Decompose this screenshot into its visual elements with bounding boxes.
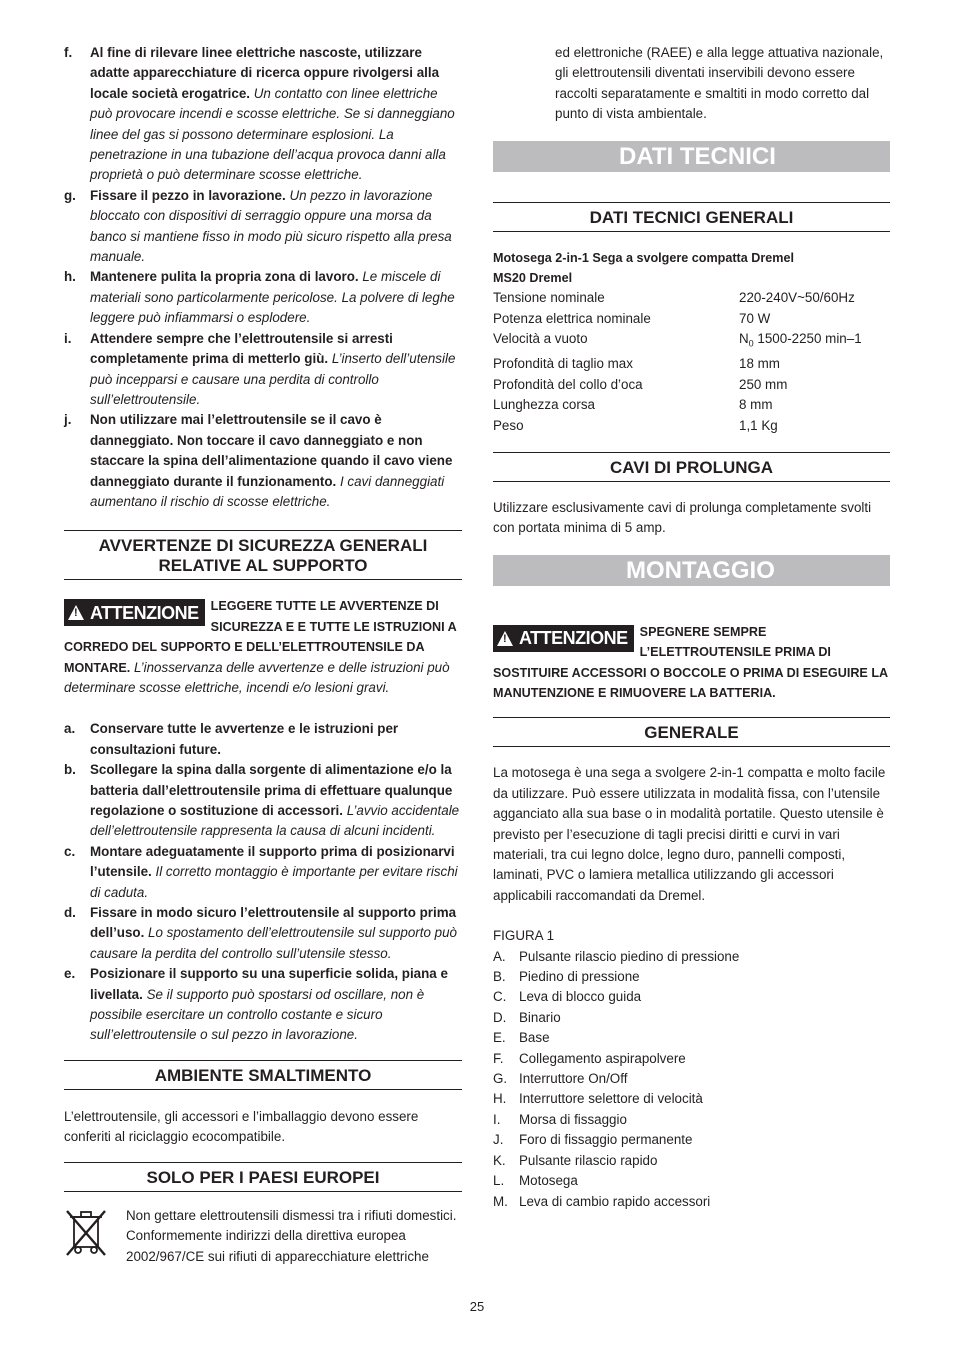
dati-generali-heading: DATI TECNICI GENERALI — [493, 202, 890, 232]
list-item: j. Non utilizzare mai l’elettroutensile se il cavo è danneggiato. Non toccare il cavo danneggiato e non staccare la spina dell’alimentazione quando il cavo viene danneggiato durante il funzionamento. I cavi danneggiati aumentano il rischio di scosse elettriche. — [64, 412, 453, 509]
list-item: i. Attendere sempre che l’elettroutensile si arresti completamente prima di metterlo giù. L’inserto dell’utensile può incepparsi e causare una perdita di controllo sull’elettroutensile. — [64, 330, 456, 407]
generale-text: La motosega è una sega a svolgere 2-in-1 compatta e molto facile da utilizzare. Può essere utilizzata in modalità fissa, con l’utensile agganciato alla sua base o in modalità portatile. Questo utensile è previsto per l’esecuzione di tagli precisi diritti e curvi in vari materiali, tra cui legno dolce, legno duro, pannelli composti, laminati, PVC o lamiera metallica utilizzando gli accessori applicabili raccomandati da Dremel. — [493, 765, 886, 903]
spec-row: Velocità a vuoto $N_0$ 1500-2250 min–1 — [493, 331, 862, 349]
spec-row: Profondità di taglio max 18 mm — [493, 356, 780, 372]
warning-badge: ! ATTENZIONE — [64, 599, 205, 626]
list-item: g. Fissare il pezzo in lavorazione. Un pezzo in lavorazione bloccato con dispositivi di serraggio oppure una morsa da banco si mantiene fisso in modo più sicuro rispetto alla presa manuale. — [64, 187, 452, 265]
support-list — [64, 719, 462, 1046]
spec-table — [493, 288, 890, 436]
spec-row: Tensione nominale 220-240V~50/60Hz — [493, 290, 855, 306]
list-item: J. Foro di fissaggio permanente — [493, 1132, 693, 1148]
support-safety-heading: AVVERTENZE DI SICUREZZA GENERALI RELATIVE AL SUPPORTO — [64, 530, 462, 580]
eu-heading: SOLO PER I PAESI EUROPEI — [64, 1162, 462, 1192]
page-number: 25 — [469, 1299, 485, 1314]
list-item: a. Conservare tutte le avvertenze e le istruzioni per consultazioni future. — [64, 721, 399, 757]
list-item: D. Binario — [493, 1009, 561, 1025]
cavi-text: Utilizzare esclusivamente cavi di prolunga completamente svolti con portata minima di 5 amp. — [493, 499, 872, 536]
eu-text: Non gettare elettroutensili dismessi tra i rifiuti domestici. Conformemente indirizzi della direttiva europea 2002/967/CE sui rifiuti di apparecchiature elettriche — [126, 1207, 457, 1264]
spec-row: Potenza elettrica nominale 70 W — [493, 310, 771, 326]
list-item: H. Interruttore selettore di velocità — [493, 1091, 703, 1107]
montaggio-banner: MONTAGGIO — [493, 555, 890, 586]
product-name: Motosega 2-in-1 Sega a svolgere compatta Dremel MS20 Dremel — [493, 250, 794, 286]
warning-badge: ! ATTENZIONE — [493, 625, 634, 652]
spec-row: Peso 1,1 Kg — [493, 417, 778, 433]
dati-tecnici-banner: DATI TECNICI — [493, 141, 890, 172]
list-item: c. Montare adeguatamente il supporto prima di posizionarvi l’utensile. Il corretto montaggio è importante per evitare rischi di caduta. — [64, 843, 458, 900]
safety-list — [64, 43, 462, 512]
list-item: h. Mantenere pulita la propria zona di lavoro. Le miscele di materiali sono particolarmente pericolose. La polvere di leghe leggere può infiammarsi o esplodere. — [64, 269, 455, 326]
cavi-heading: CAVI DI PROLUNGA — [493, 452, 890, 482]
warning-triangle-icon — [497, 631, 513, 646]
spec-row: Profondità del collo d’oca 250 mm — [493, 376, 788, 392]
list-item: B. Piedino di pressione — [493, 969, 640, 985]
list-item: G. Interruttore On/Off — [493, 1071, 628, 1087]
list-item: L. Motosega — [493, 1173, 578, 1189]
list-item: d. Fissare in modo sicuro l’elettroutensile al supporto prima dell’uso. Lo spostamento dell’elettroutensile sul supporto può causare la perdita del controllo sull’utensile stesso. — [64, 905, 457, 961]
env-text: L’elettroutensile, gli accessori e l’imballaggio devono essere conferiti al riciclaggio ecocompatibile. — [64, 1108, 419, 1145]
figura-list — [493, 947, 890, 1212]
eu-text-continued: ed elettroniche (RAEE) e alla legge attuativa nazionale, gli elettroutensili diventati inservibili devono essere raccolti separatamente e smaltiti in modo corretto dal punto di vista ambientale. — [555, 45, 884, 122]
list-item: C. Leva di blocco guida — [493, 989, 642, 1005]
list-item: E. Base — [493, 1030, 550, 1046]
generale-heading: GENERALE — [493, 717, 890, 747]
list-item: e. Posizionare il supporto su una superficie solida, piana e livellata. Se il supporto può spostarsi od oscillare, non è possibile esercitare un controllo costante e sicuro sull’elettroutensile o sul pezzo in lavorazione. — [64, 966, 448, 1043]
warning-triangle-icon — [68, 605, 84, 620]
list-item: A. Pulsante rilascio piedino di pressione — [493, 948, 740, 964]
left-column — [64, 43, 462, 1267]
list-item: f. Al fine di rilevare linee elettriche nascoste, utilizzare adatte apparecchiature di ricerca oppure rivolgersi alla locale società erogatrice. Un contatto con linee elettriche può provocare incendi e scosse elettriche. Se si danneggiano linee del gas si possono determinare esplosioni. La penetrazione in una tubazione dell’acqua provoca danni alla proprietà o può determinare scosse elettriche. — [64, 45, 455, 183]
list-item: F. Collegamento aspirapolvere — [493, 1050, 686, 1066]
figura-label: FIGURA 1 — [493, 928, 555, 944]
crossed-bin-icon — [64, 1208, 108, 1258]
montaggio-warning: ! ATTENZIONE SPEGNERE SEMPRE L’ELETTROUTENSILE PRIMA DI SOSTITUIRE ACCESSORI O BOCCOLE O PRIMA DI ESEGUIRE LA MANUTENZIONE E RIMUOVERE LA BATTERIA. — [493, 622, 890, 704]
weee-block — [64, 1206, 462, 1267]
list-item: b. Scollegare la spina dalla sorgente di alimentazione e/o la batteria dall’elettroutensile prima di effettuare qualunque regolazione o sostituzione di accessori. L’avvio accidentale dell’elettroutensile rappresenta la causa di alcuni incidenti. — [64, 762, 460, 839]
list-item: K. Pulsante rilascio rapido — [493, 1152, 658, 1168]
right-column — [493, 43, 890, 1212]
spec-row: Lunghezza corsa 8 mm — [493, 397, 773, 413]
list-item: I. Morsa di fissaggio — [493, 1111, 627, 1127]
list-item: M. Leva di cambio rapido accessori — [493, 1193, 711, 1209]
support-warning: ! ATTENZIONE LEGGERE TUTTE LE AVVERTENZE DI SICUREZZA E E TUTTE LE ISTRUZIONI A CORREDO DEL SUPPORTO E DELL’ELETTROUTENSILE DA MONTARE. L’inosservanza delle avvertenze e delle istruzioni può determinare scosse elettriche, incendi e/o lesioni gravi. — [64, 596, 462, 698]
env-heading: AMBIENTE SMALTIMENTO — [64, 1060, 462, 1090]
